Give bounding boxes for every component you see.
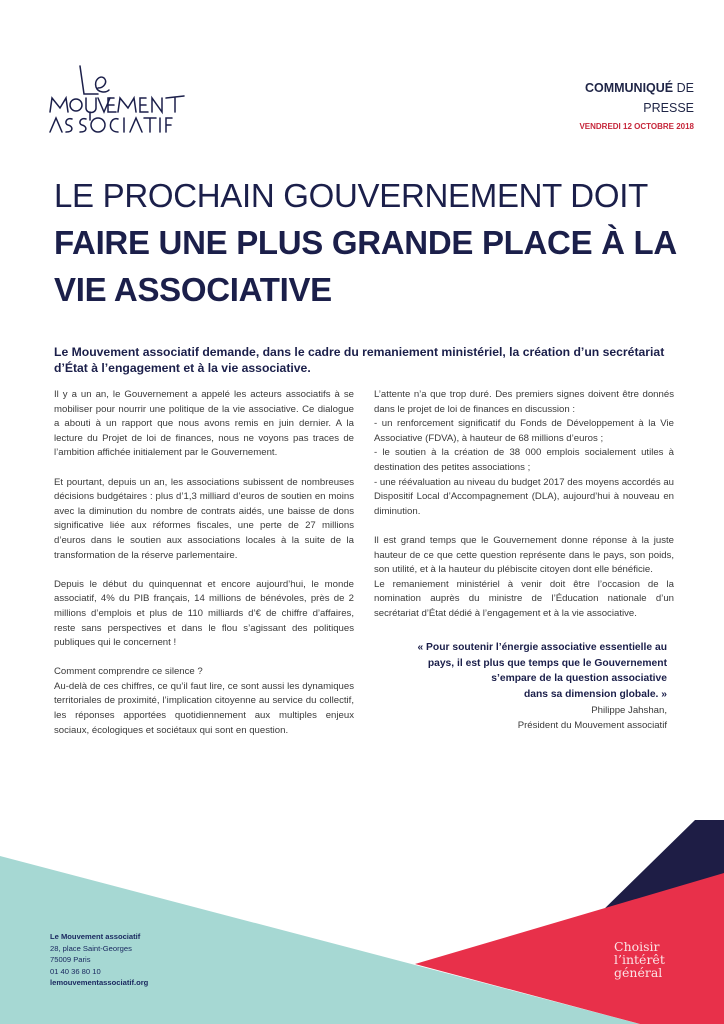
pull-quote — [380, 640, 667, 702]
slogan — [614, 940, 665, 979]
page-title — [54, 172, 694, 313]
press-label-line2: PRESSE — [643, 101, 694, 115]
paragraph-heading: Comment comprendre ce silence ? — [54, 666, 203, 678]
paragraph: Au-delà de ces chiffres, ce qu’il faut lire, ce sont aussi les dynamiques territoriales de proximité, l’implication citoyenne au service du collectif, les réponses apportées quotidiennement aux multiples enjeux sociaux, écologiques et sociétaux qui sont en question. — [54, 680, 354, 736]
paragraph: Le remaniement ministériel à venir doit être l’occasion de la nomination auprès du ministre de l’Éducation nationale d’un secrétariat d’État dédié à l’engagement et à la vie associative. — [374, 578, 674, 619]
press-release-header — [579, 78, 694, 134]
organization-logo — [46, 62, 216, 134]
mouvement-associatif-logo-icon — [46, 62, 216, 134]
paragraph: Il y a un an, le Gouvernement a appelé les acteurs associatifs à se mobiliser pour nourrir une politique de la vie associative. Ce dialogue a abouti à un rapport que nous avons remis en juin dernier. A la lecture du Projet de loi de finances, nous ne voyons pas traces de l’ambition affichée initialement par le Gouvernement. — [54, 389, 354, 459]
quote-line: pays, il est plus que temps que le Gouvernement — [427, 657, 667, 669]
press-label-rest: DE — [673, 81, 694, 95]
quote-attribution — [380, 703, 667, 733]
quote-line: dans sa dimension globale. » — [523, 688, 667, 700]
title-line-1: LE PROCHAIN GOUVERNEMENT DOIT — [54, 177, 648, 214]
list-item: - un renforcement significatif du Fonds de Développement à la Vie Associative (FDVA), à hauteur de 68 millions d’euros ; — [374, 418, 674, 444]
footer-contact — [50, 931, 148, 989]
right-column — [374, 388, 674, 636]
list-item: - une réévaluation au niveau du budget 2017 des moyens accordés au Dispositif Local d’Accompagnement (DLA), aujourd’hui à nouveau en diminution. — [374, 476, 674, 517]
release-date: VENDREDI 12 OCTOBRE 2018 — [579, 122, 694, 131]
paragraph: Depuis le début du quinquennat et encore aujourd’hui, le monde associatif, 4% du PIB français, 14 millions de bénévoles, près de 2 millions d’emplois et plus de 110 milliards d’€ de chiffre d’affaires, reste sans perspectives et dans le flou s’agissant des politiques publiques qui le concernent ! — [54, 578, 354, 649]
title-line-2: FAIRE UNE PLUS GRANDE PLACE À LA — [54, 224, 677, 261]
paragraph: L’attente n’a que trop duré. Des premiers signes doivent être donnés dans le projet de loi de finances en discussion : — [374, 389, 674, 415]
left-column — [54, 388, 354, 753]
press-label-bold: COMMUNIQUÉ — [584, 81, 674, 95]
lead-paragraph: Le Mouvement associatif demande, dans le cadre du remaniement ministériel, la création d’un secrétariat d’État à l’engagement et à la vie associative. — [54, 345, 665, 375]
slogan-line: l’intérêt — [614, 952, 665, 967]
footer-org-name: Le Mouvement associatif — [50, 932, 141, 941]
footer-city: 75009 Paris — [50, 955, 91, 964]
paragraph: Il est grand temps que le Gouvernement donne réponse à la juste hauteur de ce que cette question représente dans le pays, son poids, son utilité, et à la hauteur du plébiscite citoyen dont elle bénéficie. — [374, 534, 674, 576]
footer-website-link[interactable]: lemouvementassociatif.org — [50, 978, 149, 987]
quote-author: Philippe Jahshan, — [591, 705, 667, 716]
quote-line: s’empare de la question associative — [491, 673, 667, 684]
slogan-line: Choisir — [614, 939, 660, 954]
footer-address: 28, place Saint-Georges — [50, 943, 132, 953]
list-item: - le soutien à la création de 38 000 emplois socialement utiles à destination des petites associations ; — [374, 447, 674, 473]
quote-author-role: Président du Mouvement associatif — [517, 720, 667, 731]
footer-phone: 01 40 36 80 10 — [50, 966, 101, 976]
quote-line: « Pour soutenir l’énergie associative essentielle au — [417, 642, 667, 653]
press-label — [579, 78, 694, 98]
title-line-3: VIE ASSOCIATIVE — [54, 271, 332, 308]
paragraph: Et pourtant, depuis un an, les associations subissent de nombreuses décisions budgétaires : plus d’1,3 milliard d’euros de soutien en moins avec la diminution du nombre de contrats aidés, une baisse de dons significative liée aux réformes fiscales, une perte de 27 millions d’euros dans le soutien aux associations locales à la suite de la transformation de la réserve parlementaire. — [54, 476, 354, 561]
slogan-line: général — [614, 965, 663, 980]
